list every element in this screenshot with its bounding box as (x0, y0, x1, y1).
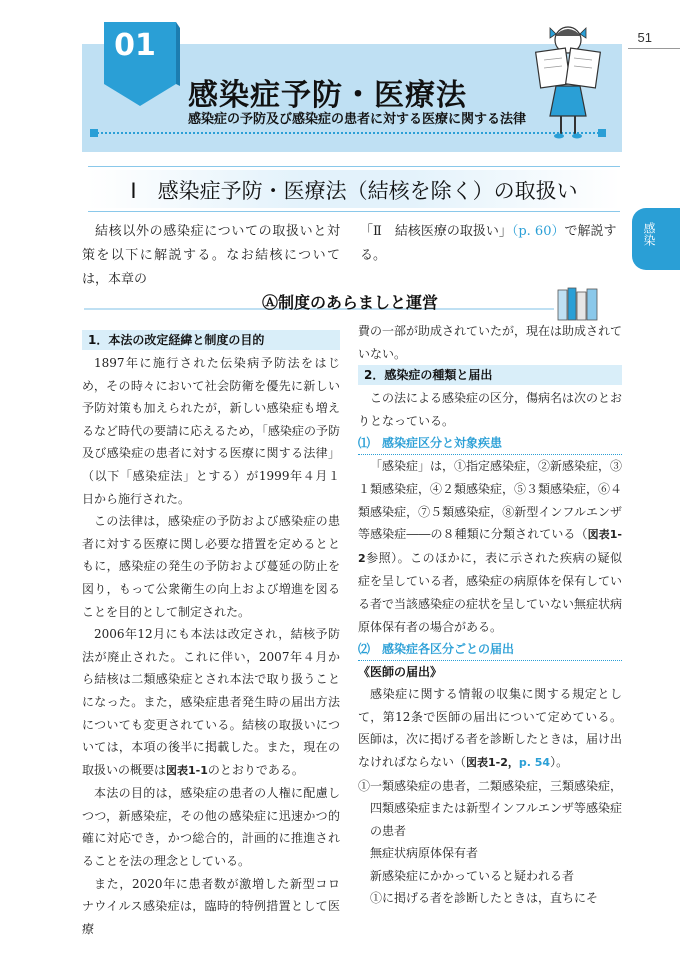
paragraph-classification-text: 「感染症」は，①指定感染症，②新感染症，③１類感染症，④２類感染症，⑤３類感染症，⑥４類感染症，⑦５類感染症，⑧新型インフルエンザ等感染症――の８種類に分類されている（ (358, 459, 623, 542)
paragraph-classification-text-end: 参照）。このほかに，表に示された疾病の疑似症を呈している者，感染症の病原体を保有している者で当該感染症の症状を呈していない無症状病原体保有者の場合がある。 (358, 550, 623, 634)
paragraph-doctor-notification (358, 683, 622, 774)
chapter-title: 感染症予防・医療法 (188, 78, 467, 113)
figure-ref-1-2[interactable]: 図表1-2 (358, 528, 622, 565)
side-index-tab-label: 感染 (642, 222, 656, 246)
section-title: Ⅰ 感染症予防・医療法（結核を除く）の取扱い (130, 179, 578, 203)
paragraph-principle: 本法の目的は，感染症の患者の人権に配慮しつつ，新感染症，その他の感染症に迅速かつ的確に対応でき，かつ総合的，計画的に推進されることを法の理念としている。 (82, 786, 340, 869)
paragraph-doctor-text-end: ）。 (550, 754, 569, 769)
paragraph-covid: また，2020年に患者数が激増した新型コロナウイルス感染症は，臨時的特例措置として医療 (82, 876, 340, 936)
heading-classification: ⑴ 感染症区分と対象疾患 (358, 432, 622, 455)
heading-notification: ⑵ 感染症各区分ごとの届出 (358, 638, 622, 661)
intro-right (360, 220, 622, 268)
chapter-subtitle: 感染症の予防及び感染症の患者に対する医療に関する法律 (188, 112, 527, 127)
page-number: 51 (637, 30, 652, 45)
paragraph-2006-text: 2006年12月にも本法は改定され，結核予防法が廃止された。これに伴い，2007年４月から結核は二類感染症とされ本法で取り扱うことになった。また，感染症患者発生時の届出方法についても変更されている。結核の取扱いについては，本項の後半に掲載した。また，現在の取扱いの概要は (82, 627, 340, 777)
intro-right-text: 「Ⅱ 結核医療の取扱い」 (360, 224, 512, 239)
page-number-rule (628, 48, 680, 49)
right-column (358, 320, 622, 910)
page-link-54[interactable]: p. 54 (518, 755, 551, 769)
paragraph-history: 1897年に施行された伝染病予防法をはじめ，その時々において社会防衛を優先に新しい予防対策も加えられたが，新しい感染症も増えるなど時代の要請に応えるため，「感染症の予防及び感染症の患者に対する医療に関する法律」（以下「感染症法」とする）が1999年４月１日から施行された。 (82, 356, 340, 506)
list-item-3: 新感染症にかかっていると疑われる者 (370, 868, 575, 883)
heading-doctor-notification: 《医師の届出》 (358, 665, 443, 680)
banner-dotted-rule (94, 132, 602, 134)
intro-right-text-end: で解説する。 (360, 224, 617, 263)
list-item-1: ①一類感染症の患者，二類感染症，三類感染症，四類感染症または新型インフルエンザ等感染症の患者 (358, 778, 623, 838)
paragraph-2006-text-end: のとおりである。 (207, 762, 304, 777)
paragraph-classification (358, 455, 622, 638)
figure-ref-1-1[interactable]: 図表1-1 (166, 763, 208, 777)
intro-left (82, 220, 340, 292)
intro-left-text: 結核以外の感染症についての取扱いと対策を以下に解説する。なお結核については，本章の (82, 224, 340, 287)
paragraph-classification-intro: この法による感染症の区分，傷病名は次のとおりとなっている。 (358, 391, 623, 428)
list-item-2: 無症状病原体保有者 (370, 846, 479, 861)
chapter-number: 01 (114, 28, 156, 63)
paragraph-immediate-report: ①に掲げる者を診断したときは，直ちにそ (370, 891, 599, 906)
heading-revision-history: 1．本法の改定経緯と制度の目的 (82, 330, 340, 350)
paragraph-2006-revision (82, 623, 340, 782)
subsection-title: Ⓐ制度のあらましと運営 (262, 293, 439, 312)
banner-rule-end-left (90, 129, 98, 137)
books-icon (556, 286, 600, 322)
paragraph-covid-cont: 費の一部が助成されていたが，現在は助成されていない。 (358, 324, 623, 361)
reading-girl-illustration (528, 20, 608, 140)
intro-page-link[interactable]: （p. 60） (511, 224, 565, 239)
left-column (82, 330, 340, 940)
figure-ref-1-2-b[interactable]: 図表1-2， (466, 755, 519, 769)
heading-types-and-notification: 2．感染症の種類と届出 (358, 365, 622, 385)
paragraph-purpose: この法律は，感染症の予防および感染症の患者に対する医療に関し必要な措置を定めるとともに，感染症の発生の予防および蔓延の防止を図り，もって公衆衛生の向上および増進を図ることを目的として制定された。 (82, 514, 340, 619)
paragraph-doctor-text: 感染症に関する情報の収集に関する規定として，第12条で医師の届出について定めている。医師は，次に掲げる者を診断したときは，届け出なければならない（ (358, 687, 623, 769)
